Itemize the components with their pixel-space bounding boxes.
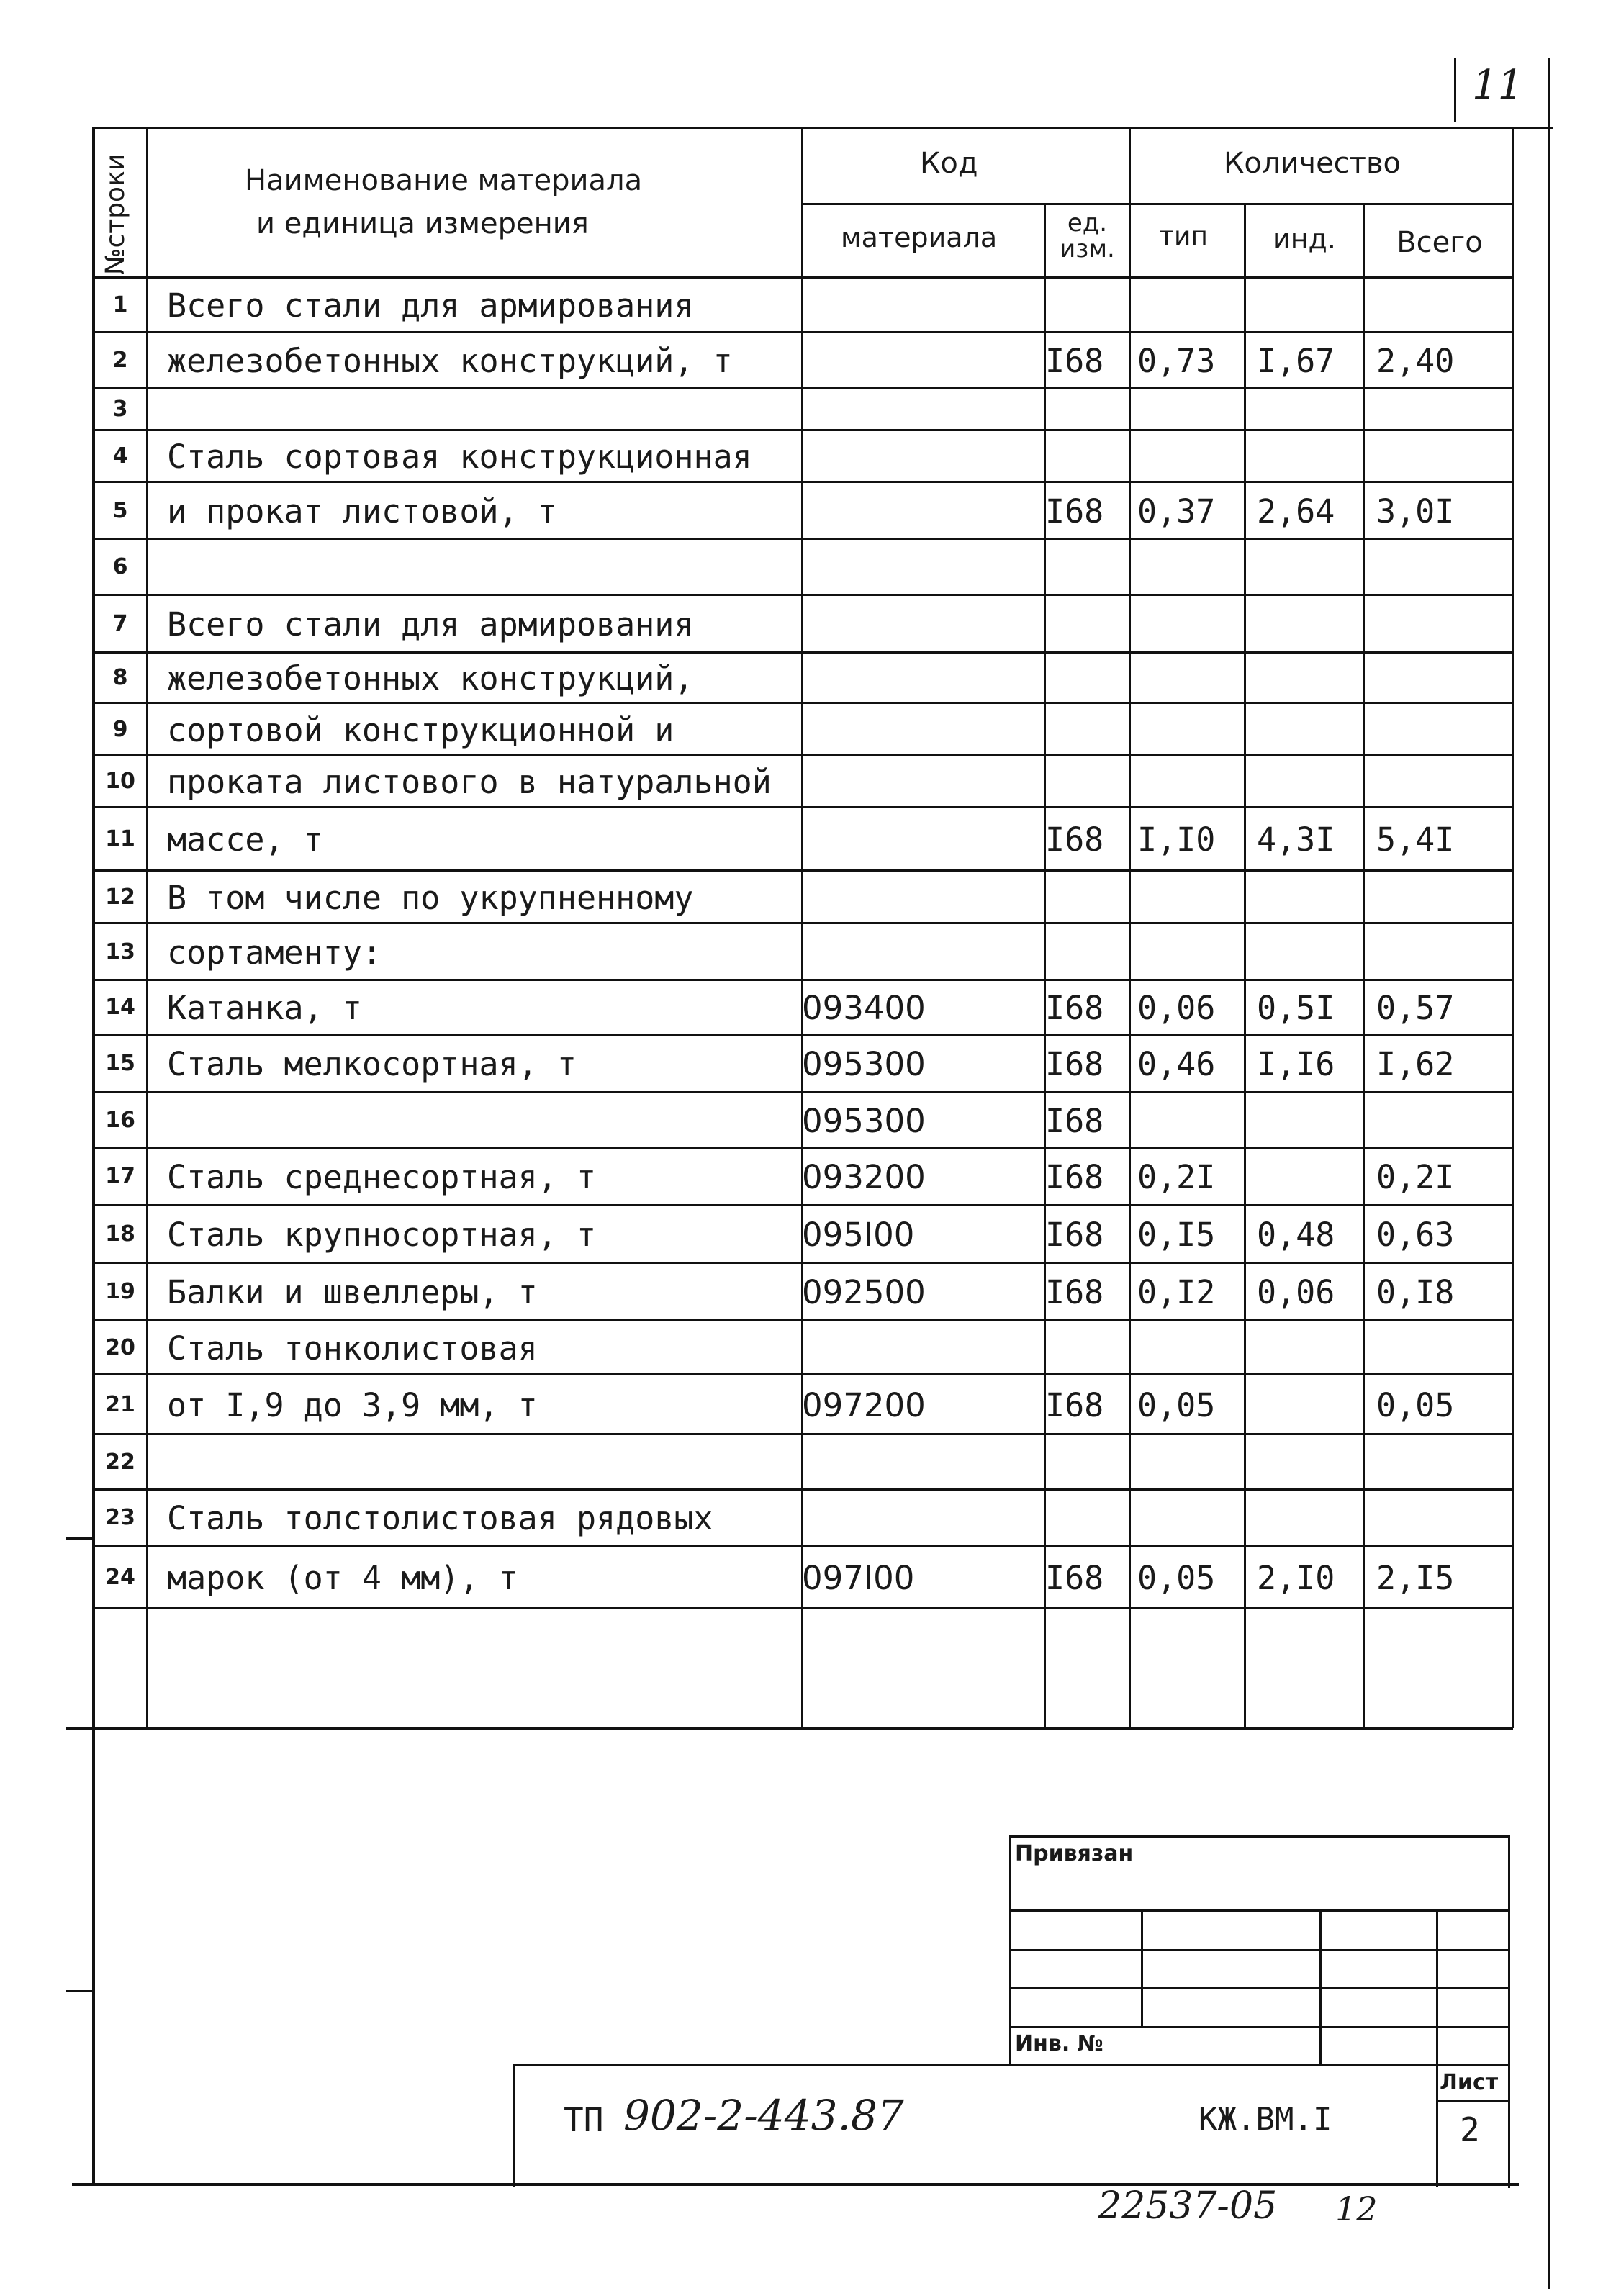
row-number: 15: [105, 1051, 135, 1076]
cell-name: Сталь крупносортная, т: [167, 1216, 597, 1254]
cell-ind: 2,64: [1257, 492, 1335, 530]
cell-code: 092500: [802, 1273, 926, 1311]
table-row: [0, 1093, 1616, 1148]
cell-unit: I68: [1045, 1158, 1104, 1196]
row-number: 7: [112, 611, 128, 636]
table-row: [0, 1206, 1616, 1263]
cell-type: 0,05: [1137, 1386, 1216, 1424]
row-number: 18: [105, 1221, 135, 1247]
cell-name: от I,9 до 3,9 мм, т: [167, 1386, 538, 1424]
cell-name: Всего стали для армирования: [167, 286, 694, 325]
cell-name: Катанка, т: [167, 989, 362, 1027]
cell-name: железобетонных конструкций, т: [167, 342, 733, 380]
cell-name: Балки и швеллеры, т: [167, 1273, 538, 1311]
cell-unit: I68: [1045, 821, 1104, 859]
cell-code: 097200: [802, 1386, 926, 1424]
frame-top: [92, 127, 1553, 129]
cell-total: 0,I8: [1376, 1273, 1455, 1311]
cell-name: и прокат листовой, т: [167, 492, 557, 530]
cell-name: Сталь толстолистовая рядовых: [167, 1499, 713, 1537]
page-corner-number: 11: [1472, 62, 1524, 109]
row-number: 4: [112, 443, 128, 469]
table-row: [0, 1490, 1616, 1546]
table-row: [0, 277, 1616, 333]
header-qty-ind: инд.: [1273, 223, 1336, 255]
cell-type: I,I0: [1137, 821, 1216, 859]
row-number: 21: [105, 1392, 135, 1417]
cell-name: проката листового в натуральной: [167, 763, 772, 801]
stamp-row-line-3: [1009, 1987, 1510, 1989]
header-quantity: Количество: [1224, 147, 1401, 180]
table-row: [0, 430, 1616, 482]
cell-type: 0,06: [1137, 989, 1216, 1027]
table-row: [0, 1148, 1616, 1206]
left-tick-1: [66, 1537, 95, 1540]
table-row: [0, 1035, 1616, 1093]
table-row: [0, 595, 1616, 653]
footer-number: 22537-05: [1098, 2184, 1278, 2228]
header-code-unit-line1: ед.: [1067, 209, 1108, 238]
header-code-material: материала: [841, 222, 998, 253]
cell-ind: I,67: [1257, 342, 1335, 380]
table-row: [0, 808, 1616, 871]
table-row: [0, 1321, 1616, 1375]
table-row: [0, 1263, 1616, 1321]
row-number: 3: [112, 397, 128, 422]
cell-type: 0,05: [1137, 1559, 1216, 1597]
sheet-label-line: [1436, 2100, 1510, 2102]
cell-name: В том числе по укрупненному: [167, 879, 694, 917]
cell-name: Сталь тонколистовая: [167, 1329, 538, 1368]
cell-ind: I,I6: [1257, 1045, 1335, 1083]
cell-ind: 0,06: [1257, 1273, 1335, 1311]
doc-number: 902-2-443.87: [623, 2091, 904, 2140]
cell-code: 095I00: [802, 1216, 915, 1254]
row-number: 17: [105, 1164, 135, 1189]
table-row: [0, 1546, 1616, 1609]
table-row: [0, 333, 1616, 389]
cell-name: Сталь среднесортная, т: [167, 1158, 597, 1196]
table-row: [0, 653, 1616, 703]
cell-type: 0,73: [1137, 342, 1216, 380]
cell-unit: I68: [1045, 1045, 1104, 1083]
cell-type: 0,37: [1137, 492, 1216, 530]
cell-type: 0,I5: [1137, 1216, 1216, 1254]
cell-code: 093200: [802, 1158, 926, 1196]
cell-code: 095300: [802, 1102, 926, 1140]
row-number: 5: [112, 498, 128, 523]
stamp-col-line-3: [1436, 1909, 1438, 2187]
cell-name: сортовой конструкционной и: [167, 711, 674, 749]
row-number: 1: [112, 292, 128, 317]
row-number: 24: [105, 1565, 135, 1590]
cell-unit: I68: [1045, 1102, 1104, 1140]
doc-box-top: [513, 2064, 1510, 2066]
header-name-line1: Наименование материала: [245, 164, 643, 197]
footer-page: 12: [1335, 2189, 1378, 2228]
cell-total: 0,63: [1376, 1216, 1455, 1254]
row-number: 22: [105, 1450, 135, 1475]
header-qty-total: Всего: [1396, 226, 1483, 259]
cell-ind: 0,48: [1257, 1216, 1335, 1254]
row-bottom-line: [92, 1607, 1514, 1609]
table-row: [0, 703, 1616, 756]
frame-bottom: [72, 2183, 1519, 2186]
inv-label: Инв. №: [1015, 2031, 1103, 2056]
header-code: Код: [920, 147, 978, 180]
row-number: 6: [112, 554, 128, 579]
table-row: [0, 539, 1616, 595]
cell-code: 093400: [802, 989, 926, 1027]
stamp-col-line-2: [1319, 1909, 1322, 2066]
header-code-unit-line2: изм.: [1060, 235, 1115, 263]
stamp-top-line: [1009, 1835, 1510, 1838]
cell-name: марок (от 4 мм), т: [167, 1559, 518, 1597]
left-tick-2: [66, 1990, 95, 1992]
cell-name: железобетонных конструкций,: [167, 659, 694, 697]
cell-total: 2,I5: [1376, 1559, 1455, 1597]
cell-total: 0,05: [1376, 1386, 1455, 1424]
cell-name: Сталь сортовая конструкционная: [167, 438, 752, 476]
table-row: [0, 389, 1616, 430]
cell-unit: I68: [1045, 1273, 1104, 1311]
doc-prefix: ТП: [564, 2100, 604, 2139]
cell-type: 0,46: [1137, 1045, 1216, 1083]
header-mid-line: [801, 203, 1514, 205]
row-number: 13: [105, 939, 135, 964]
cell-ind: 0,5I: [1257, 989, 1335, 1027]
sheet-label: Лист: [1440, 2070, 1499, 2095]
table-row: [0, 871, 1616, 923]
header-name-line2: и единица измерения: [256, 207, 589, 240]
cell-ind: 4,3I: [1257, 821, 1335, 859]
cell-type: 0,2I: [1137, 1158, 1216, 1196]
corner-divider: [1454, 58, 1456, 122]
cell-name: массе, т: [167, 821, 323, 859]
table-row: [0, 1434, 1616, 1490]
doc-code: КЖ.ВМ.I: [1199, 2101, 1332, 2138]
table-row: [0, 980, 1616, 1035]
cell-code: 095300: [802, 1045, 926, 1083]
cell-code: 097I00: [802, 1559, 915, 1597]
cell-unit: I68: [1045, 1216, 1104, 1254]
left-tick-3: [66, 1727, 1513, 1730]
cell-total: 2,40: [1376, 342, 1455, 380]
stamp-right-line: [1508, 1835, 1510, 2188]
stamp-row-line-2: [1009, 1949, 1510, 1951]
doc-box-left: [513, 2064, 515, 2187]
cell-unit: I68: [1045, 492, 1104, 530]
header-code-unit: [1046, 210, 1129, 262]
cell-name: сортаменту:: [167, 934, 382, 972]
sheet-number: 2: [1460, 2110, 1480, 2149]
row-number: 16: [105, 1108, 135, 1133]
cell-name: Сталь мелкосортная, т: [167, 1045, 577, 1083]
row-number: 20: [105, 1335, 135, 1360]
table-row: [0, 756, 1616, 808]
table-row: [0, 482, 1616, 539]
stamp-row-line-4: [1009, 2026, 1510, 2028]
cell-unit: I68: [1045, 989, 1104, 1027]
row-number: 14: [105, 995, 135, 1020]
cell-unit: I68: [1045, 1559, 1104, 1597]
stamp-row-line-1: [1009, 1909, 1510, 1912]
bound-label: Привязан: [1015, 1841, 1134, 1866]
row-number: 12: [105, 885, 135, 910]
row-number: 19: [105, 1279, 135, 1304]
cell-total: I,62: [1376, 1045, 1455, 1083]
cell-total: 0,57: [1376, 989, 1455, 1027]
header-row-no: №строки: [101, 153, 130, 275]
cell-unit: I68: [1045, 1386, 1104, 1424]
cell-total: 0,2I: [1376, 1158, 1455, 1196]
cell-unit: I68: [1045, 342, 1104, 380]
cell-total: 5,4I: [1376, 821, 1455, 859]
row-number: 23: [105, 1505, 135, 1530]
row-number: 11: [105, 826, 135, 851]
row-number: 2: [112, 348, 128, 373]
stamp-col-line-1: [1141, 1909, 1143, 2026]
cell-ind: 2,I0: [1257, 1559, 1335, 1597]
row-number: 8: [112, 665, 128, 690]
row-number: 9: [112, 717, 128, 742]
table-row: [0, 923, 1616, 980]
cell-type: 0,I2: [1137, 1273, 1216, 1311]
table-row: [0, 1375, 1616, 1434]
row-number: 10: [105, 769, 135, 794]
cell-name: Всего стали для армирования: [167, 605, 694, 643]
header-qty-type: тип: [1159, 222, 1208, 251]
cell-total: 3,0I: [1376, 492, 1455, 530]
